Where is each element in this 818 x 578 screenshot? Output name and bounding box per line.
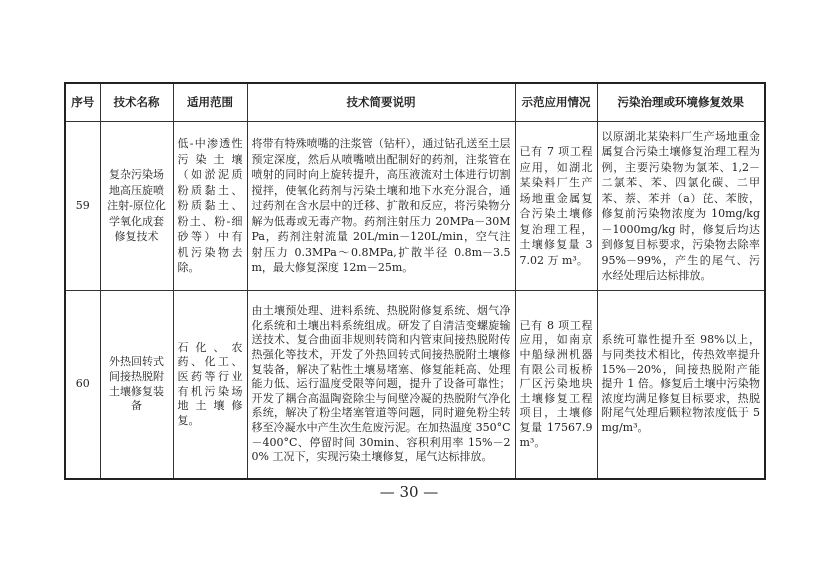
technology-table xyxy=(64,82,766,480)
cell-no: 59 xyxy=(65,122,100,291)
page-number: — 30 — xyxy=(379,483,439,501)
header-application: 示范应用情况 xyxy=(515,83,597,122)
table-row xyxy=(65,122,765,291)
cell-description: 将带有特殊喷嘴的注浆管（钻杆），通过钻孔送至土层预定深度，然后从喷嘴喷出配制好的药剂，注浆管在喷射的同时向上旋转提升，高压液流对土体进行切割搅拌，使氧化药剂与污染土壤和地下水充分混合，通过药剂在含水层中的迁移、扩散和反应，将污染物分解为低毒或无毒产物。药剂注射压力 20MPa－30MPa，药剂注射流量 20L/min－120L/min，空气注射压力 0.3MPa～0.8MPa,扩散半径 0.8m－3.5m，最大修复深度 12m－25m。 xyxy=(247,122,515,291)
header-scope: 适用范围 xyxy=(173,83,247,122)
cell-effect: 以原湖北某染料厂生产场地重金属复合污染土壤修复治理工程为例，主要污染物为氯苯、1,2－二氯苯、苯、四氯化碳、二甲苯、萘、苯并（a）芘、苯胺，修复前污染物浓度为 10mg/kg－1000mg/kg 时，修复后均达到修复目标要求，污染物去除率 95%－99%，产生的尾气、污水经处理后达标排放。 xyxy=(597,122,765,291)
header-effect: 污染治理或环境修复效果 xyxy=(597,83,765,122)
cell-scope: 石化、农药、化工、医药等行业有机污染场地土壤修复。 xyxy=(173,291,247,480)
table-row xyxy=(65,291,765,480)
cell-application: 已有 7 项工程应用，如湖北某染料厂生产场地重金属复合污染土壤修复治理工程，土壤修复量 37.02 万 m³。 xyxy=(515,122,597,291)
header-name: 技术名称 xyxy=(100,83,173,122)
cell-application: 已有 8 项工程应用，如南京中船绿洲机器有限公司板桥厂区污染地块土壤修复工程项目，土壤修复量 17567.9m³。 xyxy=(515,291,597,480)
cell-scope: 低-中渗透性污染土壤（如淤泥质粉质黏土、粉质黏土、粉土、粉-细砂等）中有机污染物去除。 xyxy=(173,122,247,291)
cell-effect: 系统可靠性提升至 98%以上，与同类技术相比，传热效率提升 15%－20%，间接热脱附产能提升 1 倍。修复后土壤中污染物浓度均满足修复目标要求，热脱附尾气处理后颗粒物浓度低于 5mg/m³。 xyxy=(597,291,765,480)
cell-name: 复杂污染场地高压旋喷注射-原位化学氧化成套修复技术 xyxy=(100,122,173,291)
cell-name: 外热回转式间接热脱附土壤修复装备 xyxy=(100,291,173,480)
cell-description: 由土壤预处理、进料系统、热脱附修复系统、烟气净化系统和土壤出料系统组成。研发了自清洁变螺旋输送技术、复合曲面非规则转筒和内管束间接热脱附传热强化等技术，开发了外热回转式间接热脱附土壤修复装备，解决了粘性土壤易堵塞、修复能耗高、处理能力低、运行温度受限等问题，提升了设备可靠性；开发了耦合高温陶瓷除尘与间壁冷凝的热脱附气净化系统，解决了粉尘堵塞管道等问题，同时避免粉尘转移至冷凝水中产生次生危废污泥。在加热温度 350°C－400°C、停留时间 30min、容积利用率 15%－20% 工况下，实现污染土壤修复，尾气达标排放。 xyxy=(247,291,515,480)
table-header-row xyxy=(65,83,765,122)
cell-no: 60 xyxy=(65,291,100,480)
header-no: 序号 xyxy=(65,83,100,122)
header-description: 技术简要说明 xyxy=(247,83,515,122)
